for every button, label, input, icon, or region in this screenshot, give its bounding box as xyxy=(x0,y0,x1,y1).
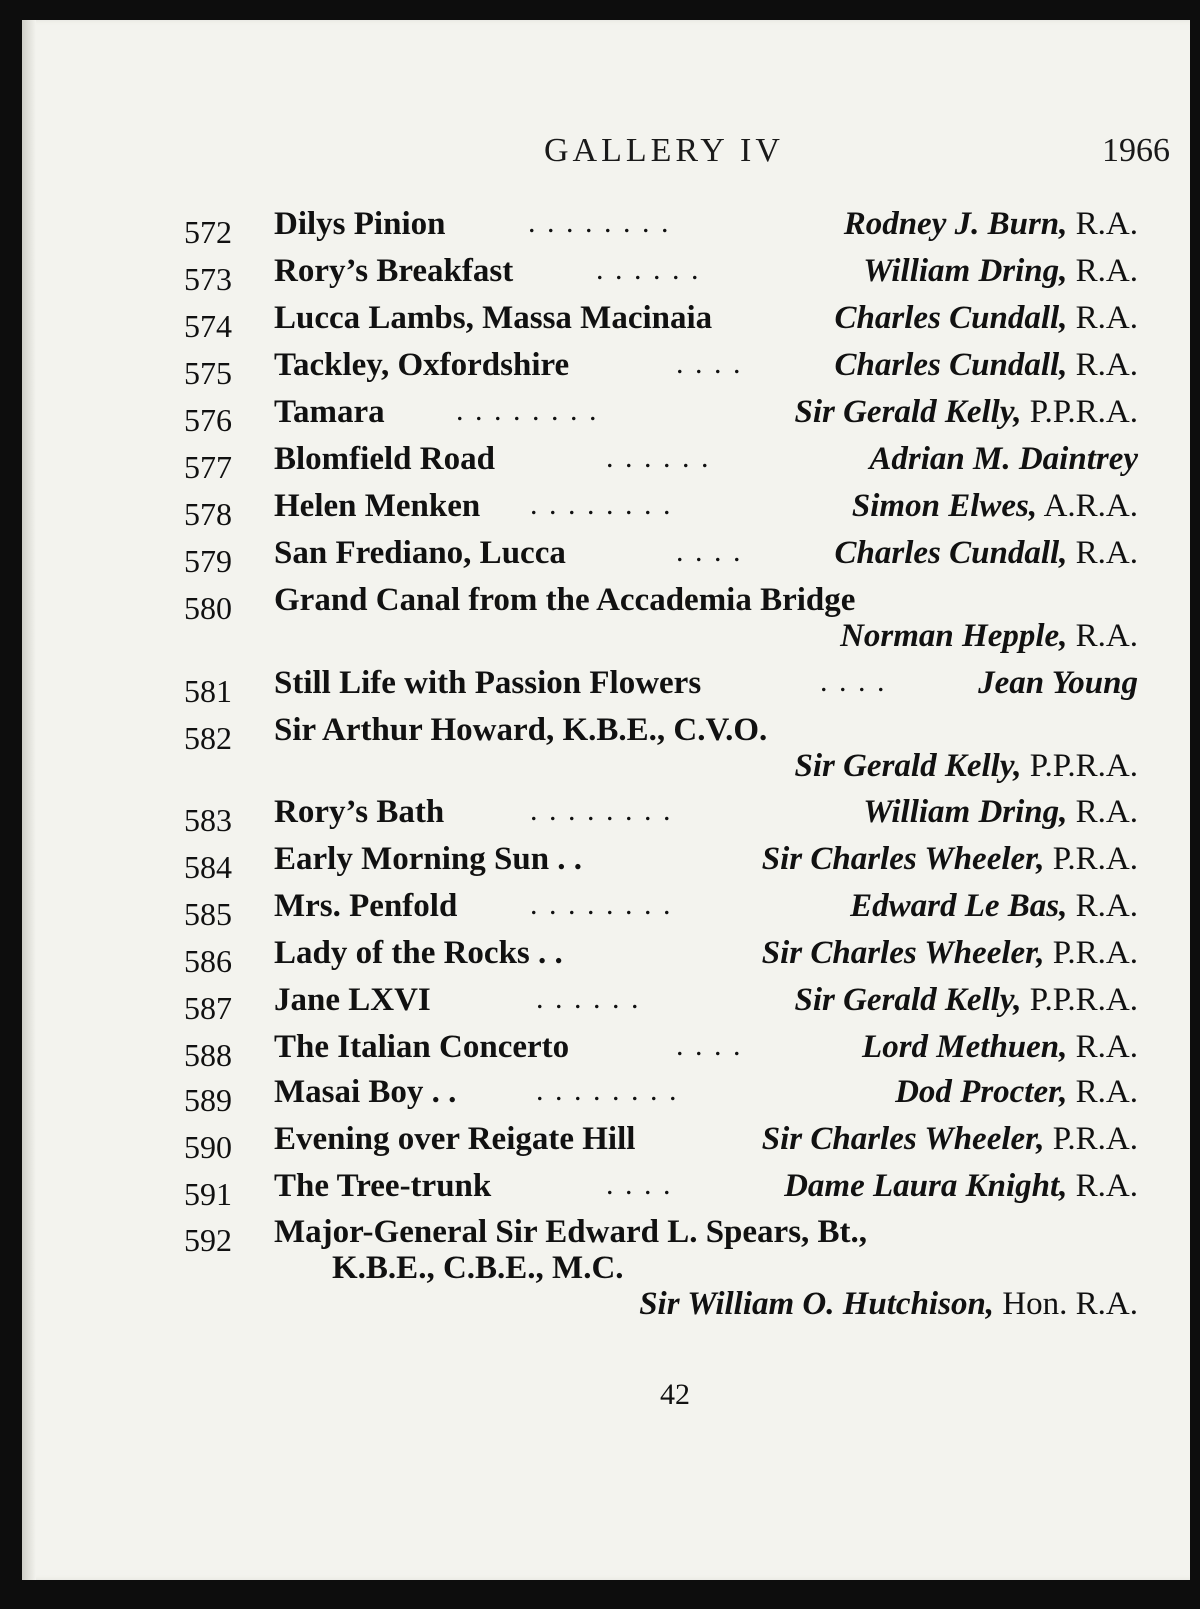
entry-leader-dots: . . . . xyxy=(606,1168,673,1201)
entry-artist xyxy=(834,347,1138,384)
artist-distinction: P.R.A. xyxy=(1044,935,1138,971)
entry-number: 576 xyxy=(184,402,232,438)
entry-artist xyxy=(850,888,1138,925)
entry-title: San Frediano, Lucca xyxy=(274,535,566,571)
entry-artist xyxy=(639,1286,1138,1323)
artist-distinction: Hon. R.A. xyxy=(994,1286,1138,1322)
catalogue-entry xyxy=(0,535,1168,583)
catalogue-entry xyxy=(0,888,1168,936)
entry-number: 574 xyxy=(184,308,232,344)
entry-title: Tamara xyxy=(274,394,385,430)
artist-name: Sir Gerald Kelly, xyxy=(794,394,1022,430)
artist-name: Dod Procter, xyxy=(895,1074,1068,1110)
artist-name: Adrian M. Daintrey xyxy=(869,441,1138,477)
artist-name: Jean Young xyxy=(978,665,1138,701)
entry-title: Evening over Reigate Hill xyxy=(274,1121,636,1157)
entry-title: The Italian Concerto xyxy=(274,1029,570,1065)
artist-distinction: R.A. xyxy=(1067,1168,1138,1204)
entry-artist xyxy=(762,841,1138,878)
artist-name: Dame Laura Knight, xyxy=(784,1168,1068,1204)
entry-title: Sir Arthur Howard, K.B.E., C.V.O. xyxy=(274,712,768,748)
catalogue-entry xyxy=(0,1074,1168,1122)
entry-number: 588 xyxy=(184,1037,232,1073)
artist-distinction: R.A. xyxy=(1067,1029,1138,1065)
catalogue-entry xyxy=(0,935,1168,983)
entry-number: 584 xyxy=(184,849,232,885)
catalogue-entry xyxy=(0,488,1168,536)
entry-subtitle: K.B.E., C.B.E., M.C. xyxy=(332,1250,624,1286)
entry-artist xyxy=(794,748,1138,785)
entry-number: 587 xyxy=(184,990,232,1026)
entry-number: 590 xyxy=(184,1129,232,1165)
artist-distinction: R.A. xyxy=(1067,618,1138,654)
artist-distinction: R.A. xyxy=(1067,1074,1138,1110)
artist-distinction: P.P.R.A. xyxy=(1021,748,1138,784)
entry-artist xyxy=(784,1168,1138,1205)
entry-number: 572 xyxy=(184,214,232,250)
entry-title: Mrs. Penfold xyxy=(274,888,458,924)
entry-number: 578 xyxy=(184,496,232,532)
entry-title: Still Life with Passion Flowers xyxy=(274,665,702,701)
entry-artist xyxy=(844,206,1138,243)
artist-distinction: P.P.R.A. xyxy=(1021,394,1138,430)
entry-number: 586 xyxy=(184,943,232,979)
entry-artist xyxy=(834,300,1138,337)
entry-title: Rory’s Breakfast xyxy=(274,253,514,289)
entry-leader-dots: . . . . xyxy=(820,665,887,698)
catalogue-entry xyxy=(0,841,1168,889)
artist-distinction: P.R.A. xyxy=(1044,841,1138,877)
catalogue-entry xyxy=(0,1121,1168,1169)
artist-name: William Dring, xyxy=(863,253,1068,289)
entry-title: Helen Menken xyxy=(274,488,481,524)
entry-title: Rory’s Bath xyxy=(274,794,445,830)
artist-name: Sir Gerald Kelly, xyxy=(794,982,1022,1018)
artist-distinction: P.R.A. xyxy=(1044,1121,1138,1157)
entry-artist xyxy=(863,253,1138,290)
artist-distinction: R.A. xyxy=(1067,206,1138,242)
entry-artist xyxy=(840,618,1138,655)
artist-name: Edward Le Bas, xyxy=(850,888,1068,924)
entry-title: Lucca Lambs, Massa Macinaia xyxy=(274,300,713,336)
catalogue-entry xyxy=(0,665,1168,713)
page-header-year: 1966 xyxy=(1102,132,1170,169)
entry-artist xyxy=(863,794,1138,831)
artist-name: Sir Charles Wheeler, xyxy=(761,1121,1045,1157)
artist-distinction: R.A. xyxy=(1067,347,1138,383)
entry-number: 573 xyxy=(184,261,232,297)
artist-name: Lord Methuen, xyxy=(862,1029,1068,1065)
entry-number: 581 xyxy=(184,673,232,709)
catalogue-entry xyxy=(0,394,1168,442)
catalogue-entry xyxy=(0,206,1168,254)
entry-leader-dots: . . . . . . xyxy=(536,982,641,1015)
artist-name: Charles Cundall, xyxy=(834,535,1068,571)
artist-name: Sir Charles Wheeler, xyxy=(761,935,1045,971)
entry-title: Tackley, Oxfordshire xyxy=(274,347,570,383)
catalogue-entry xyxy=(0,441,1168,489)
entry-leader-dots: . . . . xyxy=(676,347,743,380)
entry-number: 582 xyxy=(184,720,232,756)
entry-artist xyxy=(762,935,1138,972)
entry-title: The Tree-trunk xyxy=(274,1168,492,1204)
artist-name: Sir Charles Wheeler, xyxy=(761,841,1045,877)
catalogue-entry xyxy=(0,300,1168,348)
artist-distinction: A.R.A. xyxy=(1037,488,1138,524)
page-header-title: GALLERY IV xyxy=(544,132,784,169)
entry-title: Masai Boy . . xyxy=(274,1074,457,1110)
artist-distinction: P.P.R.A. xyxy=(1021,982,1138,1018)
catalogue-entry xyxy=(0,1029,1168,1077)
artist-name: Sir William O. Hutchison, xyxy=(639,1286,995,1322)
entry-number: 583 xyxy=(184,802,232,838)
entry-artist xyxy=(862,1029,1138,1066)
entry-artist xyxy=(869,441,1138,478)
page-number: 42 xyxy=(660,1378,690,1411)
entry-artist xyxy=(978,665,1138,702)
entry-leader-dots: . . . . . . xyxy=(596,253,701,286)
entry-number: 589 xyxy=(184,1082,232,1118)
catalogue-entry xyxy=(0,982,1168,1030)
entry-number: 585 xyxy=(184,896,232,932)
entry-leader-dots: . . . . . . . . xyxy=(530,488,673,521)
entry-number: 579 xyxy=(184,543,232,579)
artist-distinction: R.A. xyxy=(1067,535,1138,571)
entry-artist xyxy=(794,394,1138,431)
entry-title: Major-General Sir Edward L. Spears, Bt., xyxy=(274,1214,868,1250)
artist-distinction: R.A. xyxy=(1067,794,1138,830)
entry-title: Dilys Pinion xyxy=(274,206,446,242)
artist-name: William Dring, xyxy=(863,794,1068,830)
entry-leader-dots: . . . . . . . . xyxy=(530,794,673,827)
entry-title: Early Morning Sun . . xyxy=(274,841,583,877)
entry-leader-dots: . . . . . . xyxy=(606,441,711,474)
catalogue-entry xyxy=(0,253,1168,301)
entry-number: 575 xyxy=(184,355,232,391)
artist-name: Norman Hepple, xyxy=(840,618,1068,654)
catalogue-entry xyxy=(0,347,1168,395)
catalogue-entry xyxy=(0,582,1168,662)
artist-name: Charles Cundall, xyxy=(834,347,1068,383)
entry-artist xyxy=(895,1074,1138,1111)
entry-leader-dots: . . . . xyxy=(676,1029,743,1062)
entry-number: 580 xyxy=(184,590,232,626)
artist-distinction: R.A. xyxy=(1067,300,1138,336)
entry-leader-dots: . . . . . . . . xyxy=(536,1074,679,1107)
entry-leader-dots: . . . . . . . . xyxy=(528,206,671,239)
catalogue-entry xyxy=(0,1214,1168,1334)
entry-artist xyxy=(834,535,1138,572)
artist-name: Simon Elwes, xyxy=(851,488,1038,524)
entry-artist xyxy=(794,982,1138,1019)
entry-title: Blomfield Road xyxy=(274,441,495,477)
entry-number: 591 xyxy=(184,1176,232,1212)
artist-name: Rodney J. Burn, xyxy=(843,206,1068,242)
artist-distinction: R.A. xyxy=(1067,253,1138,289)
catalogue-entry xyxy=(0,712,1168,792)
entry-leader-dots: . . . . . . . . xyxy=(456,394,599,427)
artist-name: Sir Gerald Kelly, xyxy=(794,748,1022,784)
entry-title: Grand Canal from the Accademia Bridge xyxy=(274,582,856,618)
entry-number: 577 xyxy=(184,449,232,485)
catalogue-entry xyxy=(0,1168,1168,1216)
entry-artist xyxy=(762,1121,1138,1158)
entry-artist xyxy=(852,488,1138,525)
entry-leader-dots: . . . . . . . . xyxy=(530,888,673,921)
catalogue-entry xyxy=(0,794,1168,842)
entry-title: Jane LXVI xyxy=(274,982,431,1018)
entry-title: Lady of the Rocks . . xyxy=(274,935,563,971)
artist-name: Charles Cundall, xyxy=(834,300,1068,336)
artist-distinction: R.A. xyxy=(1067,888,1138,924)
entry-number: 592 xyxy=(184,1222,232,1258)
entry-leader-dots: . . . . xyxy=(676,535,743,568)
